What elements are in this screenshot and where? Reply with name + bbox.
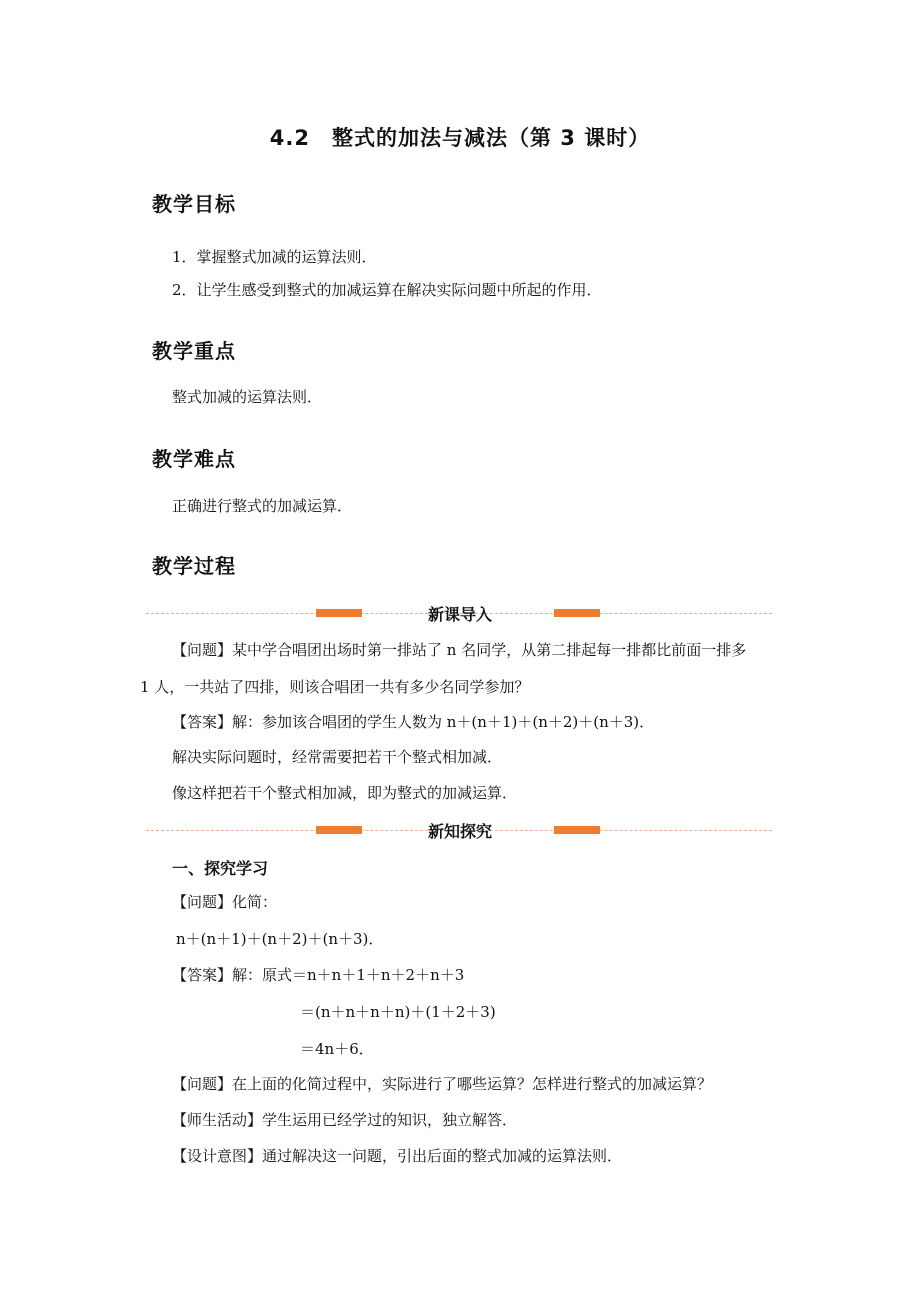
section-heading-goals: 教学目标 (146, 188, 242, 217)
goal-item-1: 1．掌握整式加减的运算法则． (172, 248, 377, 266)
divider-label-explore: 新知探究 (427, 822, 492, 841)
intro-answer: 【答案】解：参加该合唱团的学生人数为 n＋(n＋1)＋(n＋2)＋(n＋3)． (172, 713, 655, 731)
divider-label-intro: 新课导入 (427, 605, 492, 624)
explore-intent: 【设计意图】通过解决这一问题，引出后面的整式加减的运算法则． (172, 1147, 623, 1165)
intro-text-2: 像这样把若干个整式相加减，即为整式的加减运算． (172, 784, 518, 802)
section-heading-difficulties: 教学难点 (146, 443, 242, 472)
difficulties-text: 正确进行整式的加减运算． (172, 497, 353, 515)
explore-answer-line3: ＝4n＋6． (300, 1040, 374, 1058)
explore-activity: 【师生活动】学生运用已经学过的知识，独立解答． (172, 1111, 518, 1129)
section-heading-process: 教学过程 (146, 550, 242, 579)
explore-question2: 【问题】在上面的化简过程中，实际进行了哪些运算？怎样进行整式的加减运算？ (172, 1075, 713, 1093)
explore-answer-line2: ＝(n＋n＋n＋n)＋(1＋2＋3) (300, 1003, 496, 1021)
explore-expression: n＋(n＋1)＋(n＋2)＋(n＋3)． (176, 930, 384, 948)
intro-problem-line1: 【问题】某中学合唱团出场时第一排站了 n 名同学，从第二排起每一排都比前面一排多 (172, 641, 747, 659)
explore-subheading: 一、探究学习 (172, 859, 269, 878)
section-heading-key-points: 教学重点 (146, 335, 242, 364)
intro-text-1: 解决实际问题时，经常需要把若干个整式相加减． (172, 748, 503, 766)
goal-item-2: 2．让学生感受到整式的加减运算在解决实际问题中所起的作用． (172, 281, 602, 299)
explore-answer-line1: 【答案】解：原式＝n＋n＋1＋n＋2＋n＋3 (172, 966, 465, 984)
intro-problem-line2: 1 人，一共站了四排，则该合唱团一共有多少名同学参加？ (140, 678, 530, 696)
explore-problem: 【问题】化简： (172, 893, 278, 911)
key-points-text: 整式加减的运算法则． (172, 388, 323, 406)
page-title: 4.2 整式的加法与减法（第 3 课时） (269, 126, 651, 150)
